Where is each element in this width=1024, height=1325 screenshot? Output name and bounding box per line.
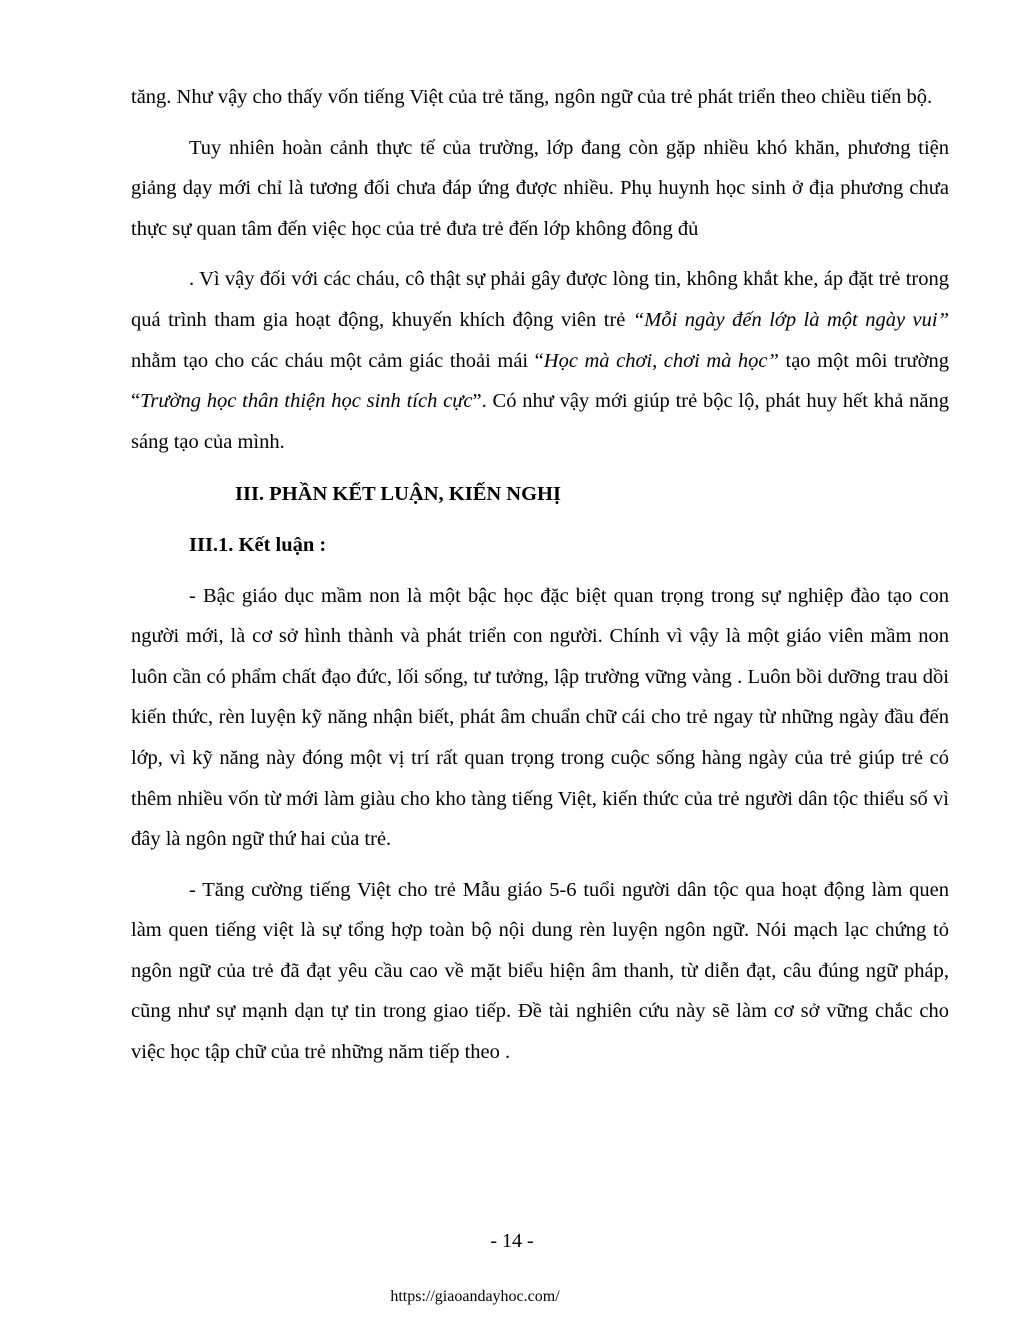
- paragraph-approach: [131, 259, 949, 462]
- italic-quote: Trường học thân thiện học sinh tích cực: [140, 390, 473, 413]
- paragraph-conclusion-2: - Tăng cường tiếng Việt cho trẻ Mẫu giáo 5-6 tuổi người dân tộc qua hoạt động làm quen làm quen tiếng việt là sự tổng hợp toàn bộ nội dung rèn luyện ngôn ngữ. Nói mạch lạc chứng tỏ ngôn ngữ của trẻ đã đạt yêu cầu cao về mặt biểu hiện âm thanh, từ diễn đạt, câu đúng ngữ pháp, cũng như sự mạnh dạn tự tin trong giao tiếp. Đề tài nghiên cứu này sẽ làm cơ sở vững chắc cho việc học tập chữ của trẻ những năm tiếp theo .: [131, 878, 949, 1064]
- subsection-heading: III.1. Kết luận :: [189, 533, 327, 556]
- italic-quote: “Mỗi ngày đến lớp là một ngày vui”: [632, 308, 949, 331]
- paragraph-conclusion-1: - Bậc giáo dục mầm non là một bậc học đặc biệt quan trọng trong sự nghiệp đào tạo con người mới, là cơ sở hình thành và phát triển con người. Chính vì vậy là một giáo viên mầm non luôn cần có phẩm chất đạo đức, lối sống, tư tưởng, lập trường vững vàng . Luôn bồi dưỡng trau dồi kiến thức, rèn luyện kỹ năng nhận biết, phát âm chuẩn chữ cái cho trẻ ngay từ những ngày đầu đến lớp, vì kỹ năng này đóng một vị trí rất quan trọng trong cuộc sống hàng ngày của trẻ giúp trẻ có thêm nhiều vốn từ mới làm giàu cho kho tàng tiếng Việt, kiến thức của trẻ người dân tộc thiểu số vì đây là ngôn ngữ thứ hai của trẻ.: [131, 584, 949, 851]
- paragraph-continuation: tăng. Như vậy cho thấy vốn tiếng Việt của trẻ tăng, ngôn ngữ của trẻ phát triển theo chiều tiến bộ.: [131, 86, 933, 108]
- footer-url: https://giaoandayhoc.com/: [390, 1288, 560, 1305]
- italic-quote: Học mà chơi, chơi mà học”: [543, 349, 779, 372]
- document-body: [131, 77, 949, 1073]
- text-segment: tạo một môi trường “: [131, 349, 949, 413]
- text-segment: ”. Có như vậy mới giúp trẻ bộc lộ, phát huy hết khả năng sáng tạo của mình.: [131, 390, 949, 453]
- paragraph-difficulties: Tuy nhiên hoàn cảnh thực tế của trường, lớp đang còn gặp nhiều khó khăn, phương tiện giảng dạy mới chỉ là tương đối chưa đáp ứng được nhiều. Phụ huynh học sinh ở địa phương chưa thực sự quan tâm đến việc học của trẻ đưa trẻ đến lớp không đông đủ: [131, 136, 949, 240]
- text-segment: nhằm tạo cho các cháu một cảm giác thoải mái “: [131, 349, 544, 372]
- text-segment: . Vì vậy đối với các cháu, cô thật sự phải gây được lòng tin, không khắt khe, áp đặt trẻ trong quá trình tham gia hoạt động, khuyến khích động viên trẻ: [131, 268, 949, 331]
- page-number: - 14 -: [490, 1230, 534, 1252]
- section-heading: III. PHẦN KẾT LUẬN, KIẾN NGHỊ: [235, 483, 561, 506]
